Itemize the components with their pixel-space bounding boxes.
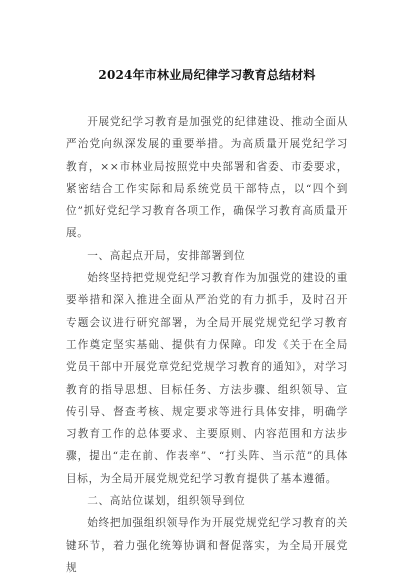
document-title: 2024年市林业局纪律学习教育总结材料 <box>98 68 316 82</box>
intro-paragraph: 开展党纪学习教育是加强党的纪律建设、推动全面从严治党向纵深发展的重要举措。为高质量开展党纪学习教育，××市林业局按照党中央部署和省委、市委要求，紧密结合工作实际和局系统党员干部特点，以“四个到位”抓好党纪学习教育各项工作，确保学习教育高质量开展。 <box>66 116 348 240</box>
section-1-paragraph: 始终坚持把党规党纪学习教育作为加强党的建设的重要举措和深入推进全面从严治党的有力抓手，及时召开专题会议进行研究部署，为全局开展党规党纪学习教育工作奠定坚实基础、提供有力保障。印发《关于在全局党员干部中开展党章党纪党规学习教育的通知》，对学习教育的指导思想、目标任务、方法步骤、组织领导、宣传引导、督查考核、规定要求等进行具体安排，明确学习教育工作的总体要求、主要原则、内容范围和方法步骤，提出“走在前、作表率”、“打头阵、当示范”的具体目标，为全局开展党规党纪学习教育提供了基本遵循。 <box>66 272 348 485</box>
section-heading-1: 一、高起点开局，安排部署到位 <box>87 249 246 262</box>
section-2-paragraph: 始终把加强组织领导作为开展党规党纪学习教育的关键环节，着力强化统筹协调和督促落实，为全局开展党规 <box>66 517 348 574</box>
section-heading-2: 二、高站位谋划，组织领导到位 <box>87 495 246 508</box>
